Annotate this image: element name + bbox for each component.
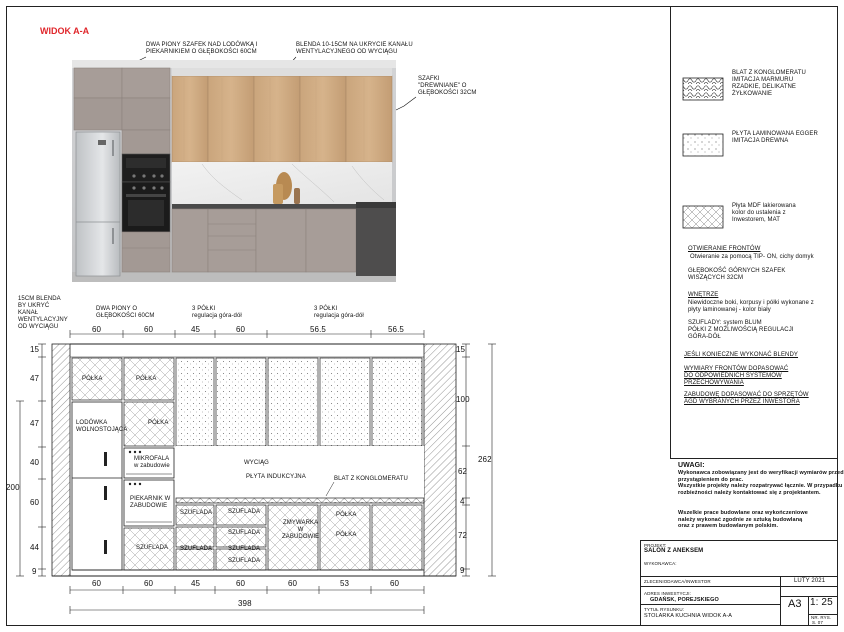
label-szuflada-g: SZUFLADA	[228, 558, 261, 564]
legend-wood-text: PŁYTA LAMINOWANA EGGER IMITACJA DREWNA	[732, 131, 818, 144]
tb-rys: STOLARKA KUCHNIA WIDOK A-A	[644, 613, 733, 619]
spec-otwieranie-text: Otwieranie za pomocą TIP- ON, cichy domyk	[690, 254, 814, 260]
label-szuflada-b: SZUFLADA	[180, 510, 213, 516]
legend-marble-text: BLAT Z KONGLOMERATU IMITACJA MARMURU RZADKIE, DELIKATNE ŻYŁKOWANIE	[732, 70, 806, 97]
note-polki-2: 3 PÓŁKI regulacja góra-dół	[314, 306, 364, 319]
label-polka-d: PÓŁKA	[336, 512, 357, 518]
tb-nr-label: NR. RYS.	[811, 615, 832, 620]
tb-line-left	[640, 540, 641, 626]
tb-nr: S. 07	[812, 620, 824, 625]
tb-opracowanie-label: ZLECENIODAWCA/INWESTOR	[644, 579, 711, 584]
dim-total-width: 398	[238, 599, 252, 608]
uwagi-heading: UWAGI:	[678, 462, 705, 469]
tb-line-3	[640, 586, 838, 587]
dim-bottom-2: 60	[144, 579, 154, 588]
dim-top-3: 45	[191, 325, 201, 334]
tb-scale: 1: 25	[810, 597, 833, 608]
dim-right-3: 62	[458, 467, 468, 476]
dim-right-5: 72	[458, 531, 468, 540]
dim-left-3: 47	[30, 419, 40, 428]
view-title: WIDOK A-A	[40, 26, 90, 36]
label-wyciag: WYCIĄG	[244, 460, 269, 466]
dim-bottom-1: 60	[92, 579, 102, 588]
spec-wymiary: WYMIARY FRONTÓW DOPASOWAĆ DO ODPOWIEDNICH SYSTEMÓW PRZECHOWYWANIA	[684, 366, 789, 386]
spec-otwieranie-heading: OTWIERANIE FRONTÓW	[688, 246, 761, 252]
dim-top-4: 60	[236, 325, 246, 334]
note-szafki-nad-lodowka: DWA PIONY SZAFEK NAD LODÓWKĄ I PIEKARNIKIEM O GŁĘBOKOŚCI 60CM	[146, 42, 258, 55]
tb-line-v2	[808, 596, 809, 626]
label-polka-c: PÓŁKA	[148, 420, 169, 426]
label-szuflada-e: SZUFLADA	[228, 530, 261, 536]
spec-wnetrze-text: Niewidoczne boki, korpusy i półki wykonane z płyty laminowanej - kolor biały	[688, 300, 814, 313]
label-polka-a: PÓŁKA	[82, 376, 103, 382]
tb-adres: GDAŃSK, POREJSKIEGO	[650, 597, 719, 603]
spec-zabudowe: ZABUDOWĘ DOPASOWAĆ DO SPRZĘTÓW AGD WYBRANYCH PRZEZ INWESTORA	[684, 392, 809, 405]
tb-adres-label: ADRES INWESTYCJI:	[644, 591, 691, 596]
spec-szuflady: SZUFLADY: system BLUM PÓŁKI Z MOŻLIWOŚCIĄ REGULACJI GÓRA-DÓŁ	[688, 320, 794, 340]
dim-right-total: 262	[478, 455, 492, 464]
dim-right-6: 9	[460, 566, 465, 575]
label-lodowka: LODÓWKA WOLNOSTOJĄCA	[76, 420, 128, 433]
label-mikrofala: MIKROFALA w zabudowie	[134, 456, 170, 469]
legend-swatch-marble	[683, 78, 723, 100]
label-szuflada-a: SZUFLADA	[136, 545, 169, 551]
dim-left-7: 9	[32, 567, 37, 576]
dim-top-6: 56.5	[388, 325, 404, 334]
spec-glebokosc: GŁĘBOKOŚĆ GÓRNYCH SZAFEK WISZĄCYCH 32CM	[688, 268, 786, 281]
dim-left-6: 44	[30, 543, 40, 552]
dim-bottom-6: 53	[340, 579, 350, 588]
note-blenda-top: BLENDA 10-15CM NA UKRYCIE KANAŁU WENTYLACYJNEGO OD WYCIĄGU	[296, 42, 413, 55]
dim-bottom-5: 60	[288, 579, 298, 588]
tb-line-v1	[780, 576, 781, 626]
dim-bottom-3: 45	[191, 579, 201, 588]
dim-left-total: 200	[6, 483, 20, 492]
legend-swatch-mdf	[683, 206, 723, 228]
tb-line-1	[640, 540, 838, 541]
label-plyta: PŁYTA INDUKCYJNA	[246, 474, 306, 480]
dim-left-5: 60	[30, 498, 40, 507]
tb-wykonawca-label: WYKONAWCA:	[644, 561, 677, 566]
tb-rys-label: TYTUŁ RYSUNKU:	[644, 607, 685, 612]
tb-date: LUTY 2021	[794, 578, 826, 584]
note-blenda-side: 15CM BLENDA BY UKRYĆ KANAŁ WENTYLACYJNY OD WYCIĄGU	[18, 296, 68, 330]
spec-blendy: JEŚLI KONIECZNE WYKONAĆ BLENDY	[684, 352, 799, 358]
note-szafki-drewniane: SZAFKI "DREWNIANE" O GŁĘBOKOŚCI 32CM	[418, 76, 477, 96]
label-zmywarka: ZMYWARKA W ZABUDOWIE	[282, 520, 320, 540]
dim-left-2: 47	[30, 374, 40, 383]
tb-line-2	[640, 576, 838, 577]
dim-bottom-4: 60	[236, 579, 246, 588]
uwagi-top-border	[670, 458, 838, 459]
spec-wnetrze-heading: WNĘTRZE	[688, 292, 719, 298]
dim-bottom-7: 60	[390, 579, 400, 588]
uwagi-paragraph-1: Wykonawca zobowiązany jest do weryfikacji wymiarów przed przystąpieniem do prac. Wszystkie projekty należy rozpatrywać łącznie. W przypadku rozbieżności należy kontaktować się z projektantem.	[678, 470, 844, 496]
label-piekarnik: PIEKARNIK W ZABUDOWIE	[130, 496, 171, 509]
tb-projekt-label: PROJEKT:	[644, 543, 667, 548]
dim-top-2: 60	[144, 325, 154, 334]
label-blat: BLAT Z KONGLOMERATU	[334, 476, 408, 482]
dim-top-1: 60	[92, 325, 102, 334]
dim-right-2: 100	[456, 395, 470, 404]
dim-top-5: 56.5	[310, 325, 326, 334]
note-polki-1: 3 PÓŁKI regulacja góra-dół	[192, 306, 242, 319]
note-dwa-piony: DWA PIONY O GŁĘBOKOŚCI 60CM	[96, 306, 155, 319]
tb-format: A3	[788, 598, 802, 610]
label-polka-b: PÓŁKA	[136, 376, 157, 382]
tb-projekt: SALON Z ANEKSEM	[644, 548, 704, 554]
uwagi-paragraph-2: Wszelkie prace budowlane oraz wykończeniowe należy wykonać zgodnie ze sztuką budowlaną oraz z prawem budowlanym polskim.	[678, 510, 808, 529]
label-szuflada-d: SZUFLADA	[228, 509, 261, 515]
label-polka-e: PÓŁKA	[336, 532, 357, 538]
legend-mdf-text: Płyta MDF lakierowana kolor do ustalenia z Inwestorem, MAT	[732, 203, 796, 223]
legend-swatch-wood	[683, 134, 723, 156]
dim-right-1: 15	[456, 345, 466, 354]
dim-left-4: 40	[30, 458, 40, 467]
dim-left-1: 15	[30, 345, 40, 354]
dim-right-4: 4	[460, 497, 465, 506]
label-szuflada-f: SZUFLADA	[228, 546, 261, 552]
tb-line-4	[640, 604, 780, 605]
label-szuflada-c: SZUFLADA	[180, 546, 213, 552]
